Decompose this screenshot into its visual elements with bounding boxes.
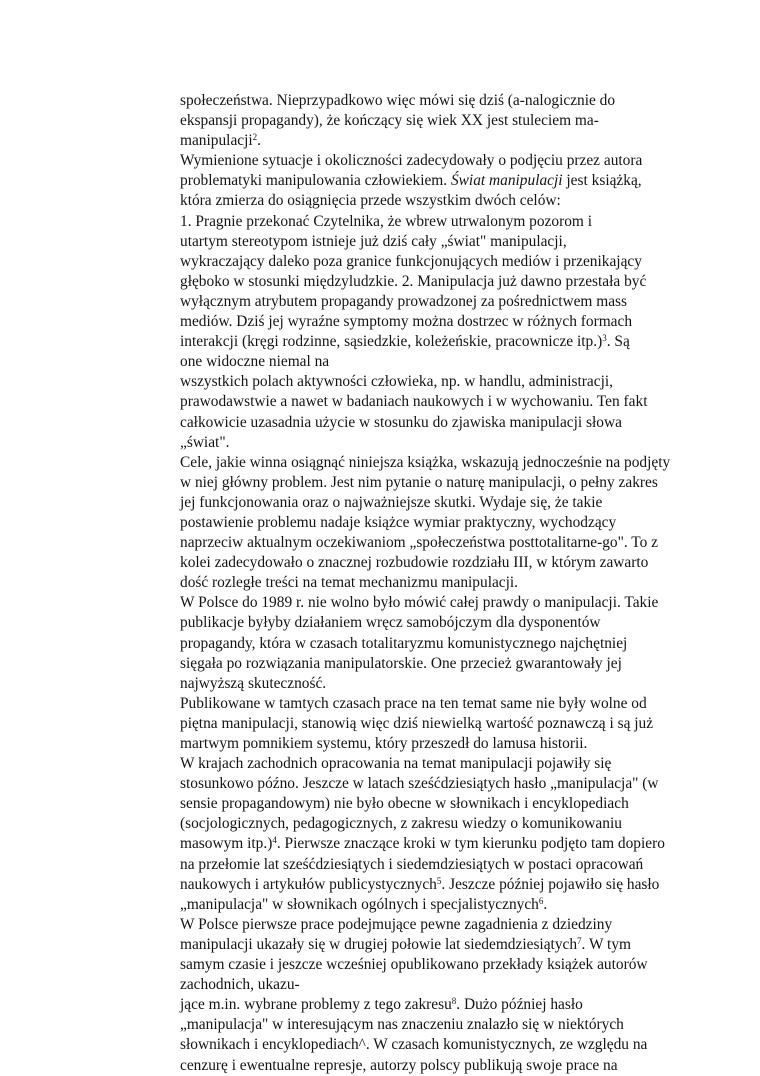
text-run: „manipulacja" w interesującym nas znaczeniu znalazło się w niektórych	[180, 1016, 624, 1034]
text-line	[180, 875, 680, 895]
text-run: publikacje byłyby działaniem wręcz samobójczym dla dysponentów	[180, 614, 601, 632]
text-line	[180, 212, 680, 232]
text-run: ekspansji propagandy), że kończący się wiek XX jest stuleciem ma-	[180, 112, 599, 130]
text-line	[180, 714, 680, 734]
text-run: wszystkich polach aktywności człowieka, np. w handlu, administracji,	[180, 373, 613, 391]
footnote-ref: 8	[451, 996, 457, 1007]
text-run: .	[543, 895, 548, 913]
text-run: naprzeciw aktualnym oczekiwaniom „społeczeństwa posttotalitarne-go". To z	[180, 534, 659, 552]
text-line	[180, 573, 680, 593]
text-line	[180, 332, 680, 352]
text-line	[180, 975, 680, 995]
text-run: W Polsce pierwsze prace podejmujące pewne zagadnienia z dziedziny	[180, 915, 613, 933]
text-line	[180, 855, 680, 875]
book-title: Świat manipulacji	[450, 172, 563, 190]
text-run: piętna manipulacji, stanowią więc dziś niewielką wartość poznawczą i są już	[180, 714, 654, 732]
text-line	[180, 352, 680, 372]
text-line	[180, 1056, 680, 1076]
footnote-ref: 5	[436, 875, 442, 886]
text-line	[180, 694, 680, 714]
text-run: . Dużo później hasło	[456, 996, 583, 1014]
text-line	[180, 91, 680, 111]
text-line	[180, 634, 680, 654]
text-run: utartym stereotypom istnieje już dziś cały „świat" manipulacji,	[180, 232, 567, 250]
text-line	[180, 433, 680, 453]
body-text	[180, 91, 680, 1076]
text-run: manipulacji ukazały się w drugiej połowie lat siedemdziesiątych	[180, 935, 578, 953]
text-line	[180, 895, 680, 915]
text-line	[180, 613, 680, 633]
text-line	[180, 232, 680, 252]
text-run: naukowych i artykułów publicystycznych	[180, 875, 437, 893]
text-run: stosunkowo późno. Jeszcze w latach sześćdziesiątych hasło „manipulacja" (w	[180, 775, 659, 793]
text-line	[180, 111, 680, 131]
text-line	[180, 593, 680, 613]
text-line	[180, 292, 680, 312]
text-run: jące m.in. wybrane problemy z tego zakresu	[180, 996, 452, 1014]
text-line	[180, 392, 680, 412]
text-run: sięgała po rozwiązania manipulatorskie. One przecież gwarantowały jej	[180, 654, 622, 672]
text-run: . Jeszcze później pojawiło się hasło	[441, 875, 660, 893]
text-line	[180, 533, 680, 553]
text-run: problematyki manipulowania człowiekiem.	[180, 172, 451, 190]
text-run: masowym itp.)	[180, 835, 273, 853]
text-run: w niej główny problem. Jest nim pytanie o naturę manipulacji, o pełny zakres	[180, 473, 658, 491]
text-line	[180, 171, 680, 191]
text-run: wyłącznym atrybutem propagandy prowadzonej za pośrednictwem mass	[180, 292, 628, 310]
text-run: najwyższą skuteczność.	[180, 674, 327, 692]
text-run: na przełomie lat sześćdziesiątych i siedemdziesiątych w postaci opracowań	[180, 855, 644, 873]
text-run: . Pierwsze znaczące kroki w tym kierunku podjęto tam dopiero	[276, 835, 665, 853]
text-line	[180, 674, 680, 694]
text-run: kolei zadecydowało o znacznej rozbudowie rozdziału III, w którym zawarto	[180, 554, 649, 572]
text-run: zachodnich, ukazu-	[180, 976, 300, 994]
text-line	[180, 413, 680, 433]
text-line	[180, 814, 680, 834]
text-line	[180, 834, 680, 854]
text-line	[180, 372, 680, 392]
footnote-ref: 4	[272, 835, 277, 846]
text-run: słownikach i encyklopediach^. W czasach komunistycznych, ze względu na	[180, 1036, 648, 1054]
footnote-ref: 7	[577, 935, 582, 946]
text-line	[180, 453, 680, 473]
text-run: „świat".	[180, 433, 230, 451]
text-run: manipulacji	[180, 132, 253, 150]
text-run: „manipulacja" w słownikach ogólnych i specjalistycznych	[180, 895, 539, 913]
text-run: .	[257, 132, 262, 150]
text-line	[180, 513, 680, 533]
text-run: Cele, jakie winna osiągnąć niniejsza książka, wskazują jednocześnie na podjęty	[180, 453, 671, 471]
text-run: interakcji (kręgi rodzinne, sąsiedzkie, koleżeńskie, pracownicze itp.)	[180, 333, 603, 351]
text-line	[180, 151, 680, 171]
text-run: propagandy, która w czasach totalitaryzmu komunistycznego najchętniej	[180, 634, 628, 652]
text-run: W Polsce do 1989 r. nie wolno było mówić całej prawdy o manipulacji. Takie	[180, 594, 659, 612]
text-run: prawodawstwie a nawet w badaniach naukowych i w wychowaniu. Ten fakt	[180, 393, 648, 411]
text-run: cenzurę i ewentualne represje, autorzy polscy publikują swoje prace na	[180, 1056, 618, 1074]
text-run: całkowicie uzasadnia użycie w stosunku do zjawiska manipulacji słowa	[180, 413, 622, 431]
text-line	[180, 774, 680, 794]
text-line	[180, 955, 680, 975]
text-line	[180, 794, 680, 814]
footnote-ref: 2	[252, 132, 258, 143]
text-line	[180, 272, 680, 292]
footnote-ref: 6	[538, 895, 544, 906]
text-line	[180, 1015, 680, 1035]
text-line	[180, 734, 680, 754]
text-run: jej funkcjonowania oraz o najważniejsze skutki. Wydaje się, że takie	[180, 493, 603, 511]
text-line	[180, 553, 680, 573]
text-run: one widoczne niemal na	[180, 353, 330, 371]
text-run: W krajach zachodnich opracowania na temat manipulacji pojawiły się	[180, 755, 612, 773]
text-run: sensie propagandowym) nie było obecne w słownikach i encyklopediach	[180, 795, 629, 813]
text-run: martwym pomnikiem systemu, który przeszedł do lamusa historii.	[180, 735, 588, 752]
text-line	[180, 935, 680, 955]
text-run: jest książką,	[562, 172, 642, 190]
text-run: wykraczający daleko poza granice funkcjonujących mediów i przenikający	[180, 252, 642, 270]
text-run: . W tym	[581, 935, 632, 953]
text-run: dość rozległe treści na temat mechanizmu manipulacji.	[180, 574, 519, 592]
text-line	[180, 654, 680, 674]
text-run: która zmierza do osiągnięcia przede wszystkim dwóch celów:	[180, 192, 561, 210]
text-line	[180, 915, 680, 935]
text-line	[180, 754, 680, 774]
text-run: Publikowane w tamtych czasach prace na ten temat same nie były wolne od	[180, 694, 647, 712]
text-run: . Są	[606, 333, 630, 351]
text-run: samym czasie i jeszcze wcześniej opublikowano przekłady książek autorów	[180, 956, 648, 974]
text-line	[180, 312, 680, 332]
text-line	[180, 191, 680, 211]
text-line	[180, 995, 680, 1015]
text-run: (socjologicznych, pedagogicznych, z zakresu wiedzy o komunikowaniu	[180, 815, 622, 833]
text-line	[180, 131, 680, 151]
text-run: mediów. Dziś jej wyraźne symptomy można dostrzec w różnych formach	[180, 313, 633, 331]
text-run: głęboko w stosunki międzyludzkie. 2. Manipulacja już dawno przestała być	[180, 272, 647, 290]
text-line	[180, 252, 680, 272]
text-run: społeczeństwa. Nieprzypadkowo więc mówi się dziś (a-nalogicznie do	[180, 92, 616, 109]
text-run: 1. Pragnie przekonać Czytelnika, że wbrew utrwalonym pozorom i	[180, 212, 592, 230]
footnote-ref: 3	[602, 333, 607, 344]
text-line	[180, 493, 680, 513]
text-line	[180, 473, 680, 493]
text-run: postawienie problemu nadaje książce wymiar praktyczny, wychodzący	[180, 513, 617, 531]
text-run: Wymienione sytuacje i okoliczności zadecydowały o podjęciu przez autora	[180, 152, 643, 170]
text-line	[180, 1035, 680, 1055]
